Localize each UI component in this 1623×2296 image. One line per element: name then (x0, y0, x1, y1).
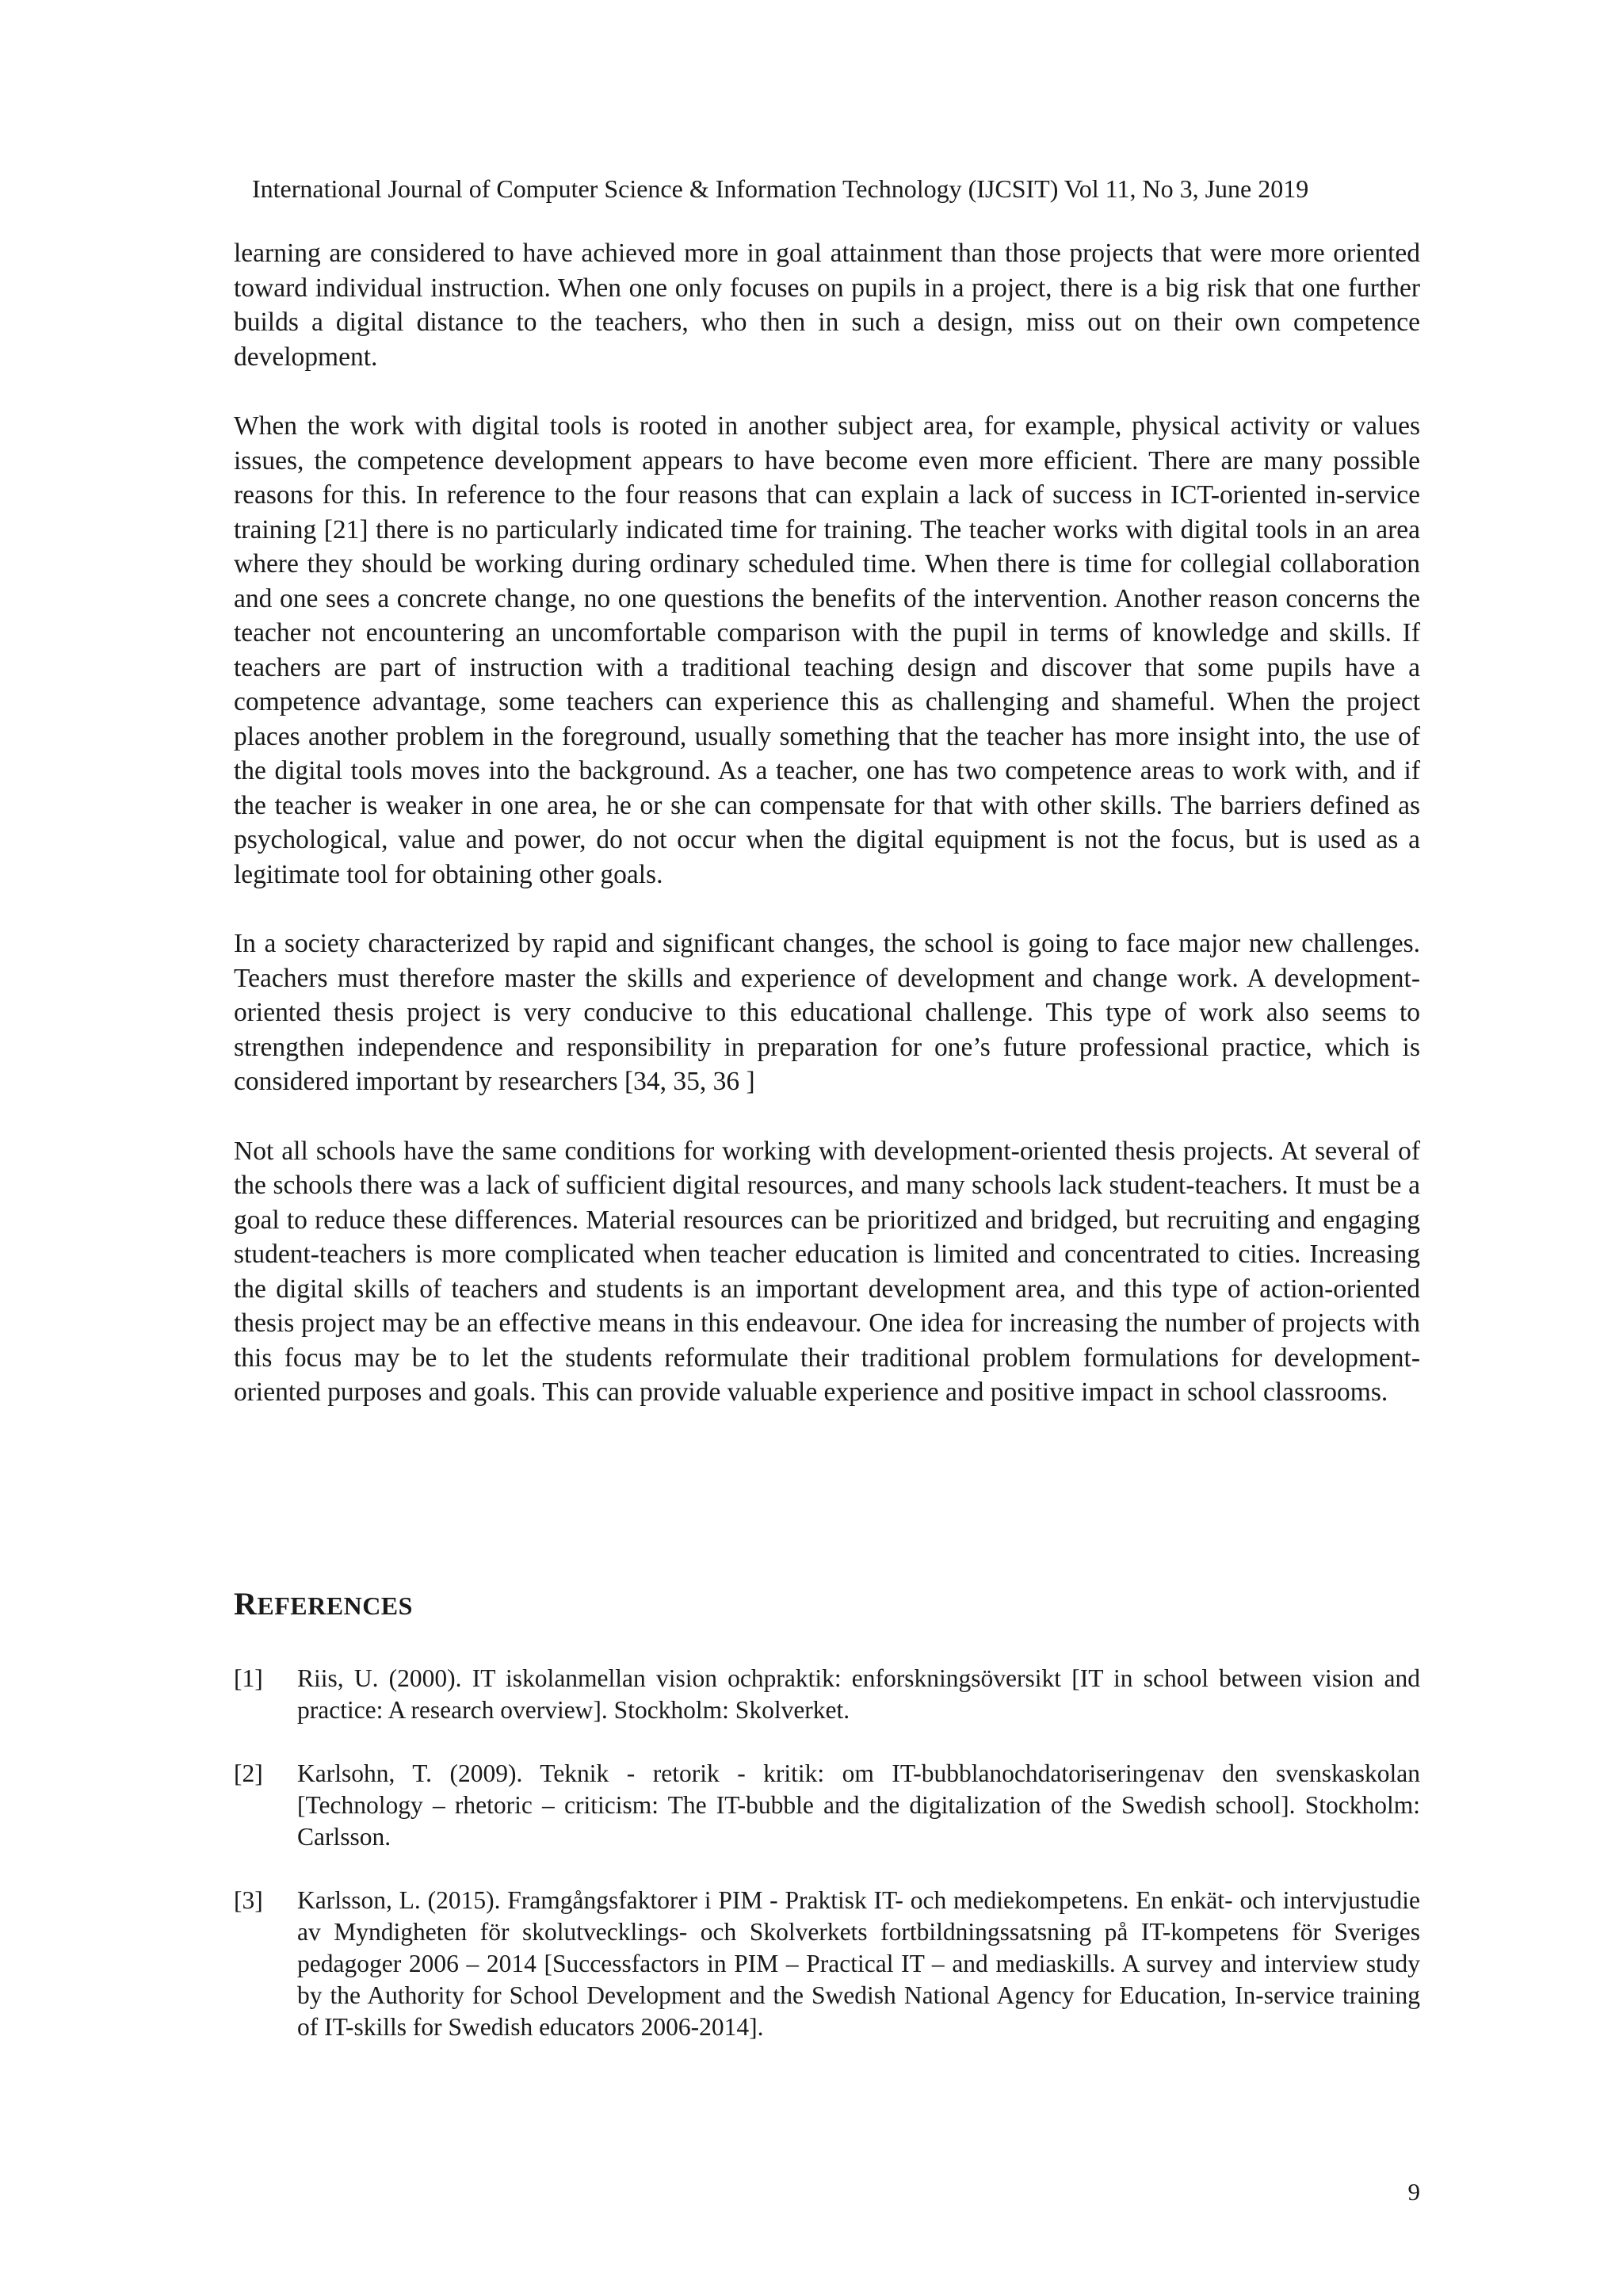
paragraph-1: learning are considered to have achieved more in goal attainment than those projects that were more oriented toward individual instruction. When one only focuses on pupils in a project, there is a big risk that one further builds a digital distance to the teachers, who then in such a design, miss out on their own competence development. (234, 239, 1420, 372)
reference-number: [3] (234, 1886, 263, 1914)
page-number: 9 (1407, 2178, 1420, 2206)
reference-text: Riis, U. (2000). IT iskolanmellan vision ochpraktik: enforskningsöversikt [IT in school between vision and practice: A research overview]. Stockholm: Skolverket. (297, 1664, 1420, 1724)
paragraph-2: When the work with digital tools is rooted in another subject area, for example, physical activity or values issues, the competence development appears to have become even more efficient. There are many possible reasons for this. In reference to the four reasons that can explain a lack of success in ICT-oriented in-service training [21] there is no particularly indicated time for training. The teacher works with digital tools in an area where they should be working during ordinary scheduled time. When there is time for collegial collaboration and one sees a concrete change, no one questions the benefits of the intervention. Another reason concerns the teacher not encountering an uncomfortable comparison with the pupil in terms of knowledge and skills. If teachers are part of instruction with a traditional teaching design and discover that some pupils have a competence advantage, some teachers can experience this as challenging and shameful. When the project places another problem in the foreground, usually something that the teacher has more insight into, the use of the digital tools moves into the background. As a teacher, one has two competence areas to work with, and if the teacher is weaker in one area, he or she can compensate for that with other skills. The barriers defined as psychological, value and power, do not occur when the digital equipment is not the focus, but is used as a legitimate tool for obtaining other goals. (234, 411, 1420, 889)
reference-text: Karlsohn, T. (2009). Teknik - retorik - kritik: om IT-bubblanochdatoriseringenav den svenskaskolan [Technology – rhetoric – criticism: The IT-bubble and the digitalization of the Swedish school]. Stockholm: Carlsson. (297, 1759, 1420, 1851)
references-heading (234, 1585, 413, 1622)
reference-item (234, 1885, 1420, 2043)
paragraph-3: In a society characterized by rapid and significant changes, the school is going to face major new challenges. Teachers must therefore master the skills and experience of development and change work. A development-oriented thesis project is very conducive to this educational challenge. This type of work also seems to strengthen independence and responsibility in preparation for one’s future professional practice, which is considered important by researchers [34, 35, 36 ] (234, 929, 1420, 1096)
reference-number: [1] (234, 1664, 263, 1692)
paragraph-4: Not all schools have the same conditions for working with development-oriented thesis projects. At several of the schools there was a lack of sufficient digital resources, and many schools lack student-teachers. It must be a goal to reduce these differences. Material resources can be prioritized and bridged, but recruiting and engaging student-teachers is more complicated when teacher education is limited and concentrated to cities. Increasing the digital skills of teachers and students is an important development area, and this type of action-oriented thesis project may be an effective means in this endeavour. One idea for increasing the number of projects with this focus may be to let the students reformulate their traditional problem formulations for development-oriented purposes and goals. This can provide valuable experience and positive impact in school classrooms. (234, 1136, 1420, 1407)
running-header: International Journal of Computer Science & Information Technology (IJCSIT) Vol 11, No 3, June 2019 (252, 174, 1309, 203)
references-heading-initial: R (234, 1586, 258, 1622)
reference-number: [2] (234, 1759, 263, 1787)
references-heading-rest: EFERENCES (257, 1591, 413, 1620)
reference-item (234, 1663, 1420, 1726)
reference-list (234, 1663, 1420, 2075)
body-text (234, 236, 1420, 1445)
reference-text: Karlsson, L. (2015). Framgångsfaktorer i PIM - Praktisk IT- och mediekompetens. En enkät- och intervjustudie av Myndigheten för skolutvecklings- och Skolverkets fortbildningssatsning på IT-kompetens för Sveriges pedagoger 2006 – 2014 [Successfactors in PIM – Practical IT – and mediaskills. A survey and interview study by the Authority for School Development and the Swedish National Agency for Education, In-service training of IT-skills for Swedish educators 2006-2014]. (297, 1886, 1420, 2041)
reference-item (234, 1758, 1420, 1853)
